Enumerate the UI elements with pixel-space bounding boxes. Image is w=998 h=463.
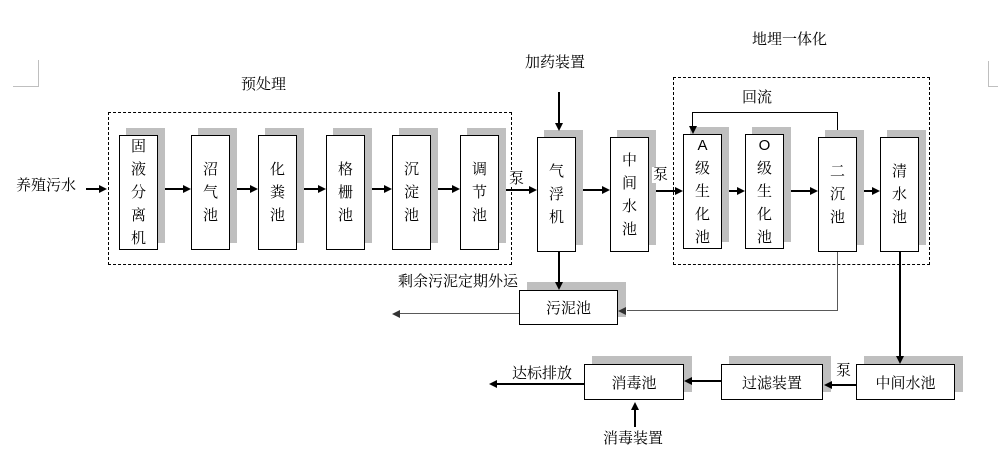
node-air-flotation-machine — [537, 137, 576, 252]
pump-3-label: 泵 — [836, 362, 852, 379]
node-a-level-biochemical-tank — [683, 134, 722, 249]
node-disinfection-tank — [584, 364, 684, 400]
node-label: 固液分离机 — [130, 138, 146, 247]
node-intermediate-tank-1 — [610, 137, 649, 252]
discharge-label: 达标排放 — [512, 365, 573, 382]
node-intermediate-tank-2 — [856, 364, 955, 400]
pretreatment-title: 预处理 — [241, 76, 287, 93]
node-grille-tank — [326, 135, 365, 250]
arrowhead-icon — [318, 185, 326, 193]
arrowhead-icon — [99, 185, 107, 193]
arrowhead-icon — [675, 187, 683, 195]
arrowhead-icon — [602, 186, 610, 194]
arrowhead-icon — [392, 310, 400, 318]
arrowhead-icon — [529, 186, 537, 194]
pump-2-label: 泵 — [653, 166, 669, 183]
arrowhead-icon — [737, 187, 745, 195]
page-corner-mark-left — [13, 60, 39, 87]
arrowhead-icon — [618, 307, 626, 315]
node-label: A级生化池 — [694, 137, 710, 246]
arrowhead-icon — [250, 185, 258, 193]
page-corner-mark-right — [988, 61, 998, 87]
arrowhead-icon — [452, 185, 460, 193]
node-label: 清水池 — [891, 163, 907, 226]
arrowhead-icon — [684, 377, 692, 385]
node-label: 污泥池 — [545, 300, 591, 317]
arrowhead-icon — [183, 185, 191, 193]
dosing-device-label: 加药装置 — [525, 54, 586, 71]
influent-label: 养殖污水 — [16, 177, 77, 194]
sludge-outward-label: 剩余污泥定期外运 — [398, 273, 519, 290]
node-septic-tank — [258, 135, 297, 250]
node-filter-device — [721, 364, 823, 400]
node-label: 消毒池 — [611, 374, 657, 392]
arrowhead-icon — [689, 126, 697, 134]
disinfection-device-label: 消毒装置 — [603, 430, 664, 447]
node-sludge-tank — [519, 290, 618, 325]
node-label: 中间水池 — [875, 374, 936, 392]
node-sedimentation-tank — [392, 135, 431, 250]
node-label: 格栅池 — [337, 161, 353, 224]
arrowhead-icon — [489, 380, 497, 388]
arrowhead-icon — [872, 187, 880, 195]
node-solid-liquid-separator — [119, 135, 158, 250]
node-label: 调节池 — [471, 161, 487, 224]
node-label: 过滤装置 — [741, 374, 802, 392]
node-secondary-sedimentation-tank — [818, 137, 857, 252]
node-regulating-tank — [460, 135, 499, 250]
node-label: 二沉池 — [829, 163, 845, 226]
node-o-level-biochemical-tank — [745, 134, 784, 249]
arrowhead-icon — [555, 123, 563, 131]
node-label: 沉淀池 — [403, 161, 419, 224]
arrowhead-icon — [555, 282, 563, 290]
buried-integrated-title: 地埋一体化 — [752, 31, 828, 48]
arrowhead-icon — [824, 381, 832, 389]
arrowhead-icon — [631, 402, 639, 410]
node-label: O级生化池 — [756, 137, 772, 246]
node-label: 化粪池 — [269, 161, 285, 224]
node-label: 气浮机 — [548, 163, 564, 226]
node-label: 中间水池 — [621, 151, 637, 238]
node-clear-water-tank — [880, 137, 919, 252]
reflux-label: 回流 — [742, 89, 773, 106]
node-biogas-tank — [191, 135, 230, 250]
arrowhead-icon — [896, 356, 904, 364]
node-label: 沼气池 — [202, 161, 218, 224]
pump-1-label: 泵 — [509, 170, 525, 187]
arrowhead-icon — [384, 185, 392, 193]
arrowhead-icon — [810, 187, 818, 195]
